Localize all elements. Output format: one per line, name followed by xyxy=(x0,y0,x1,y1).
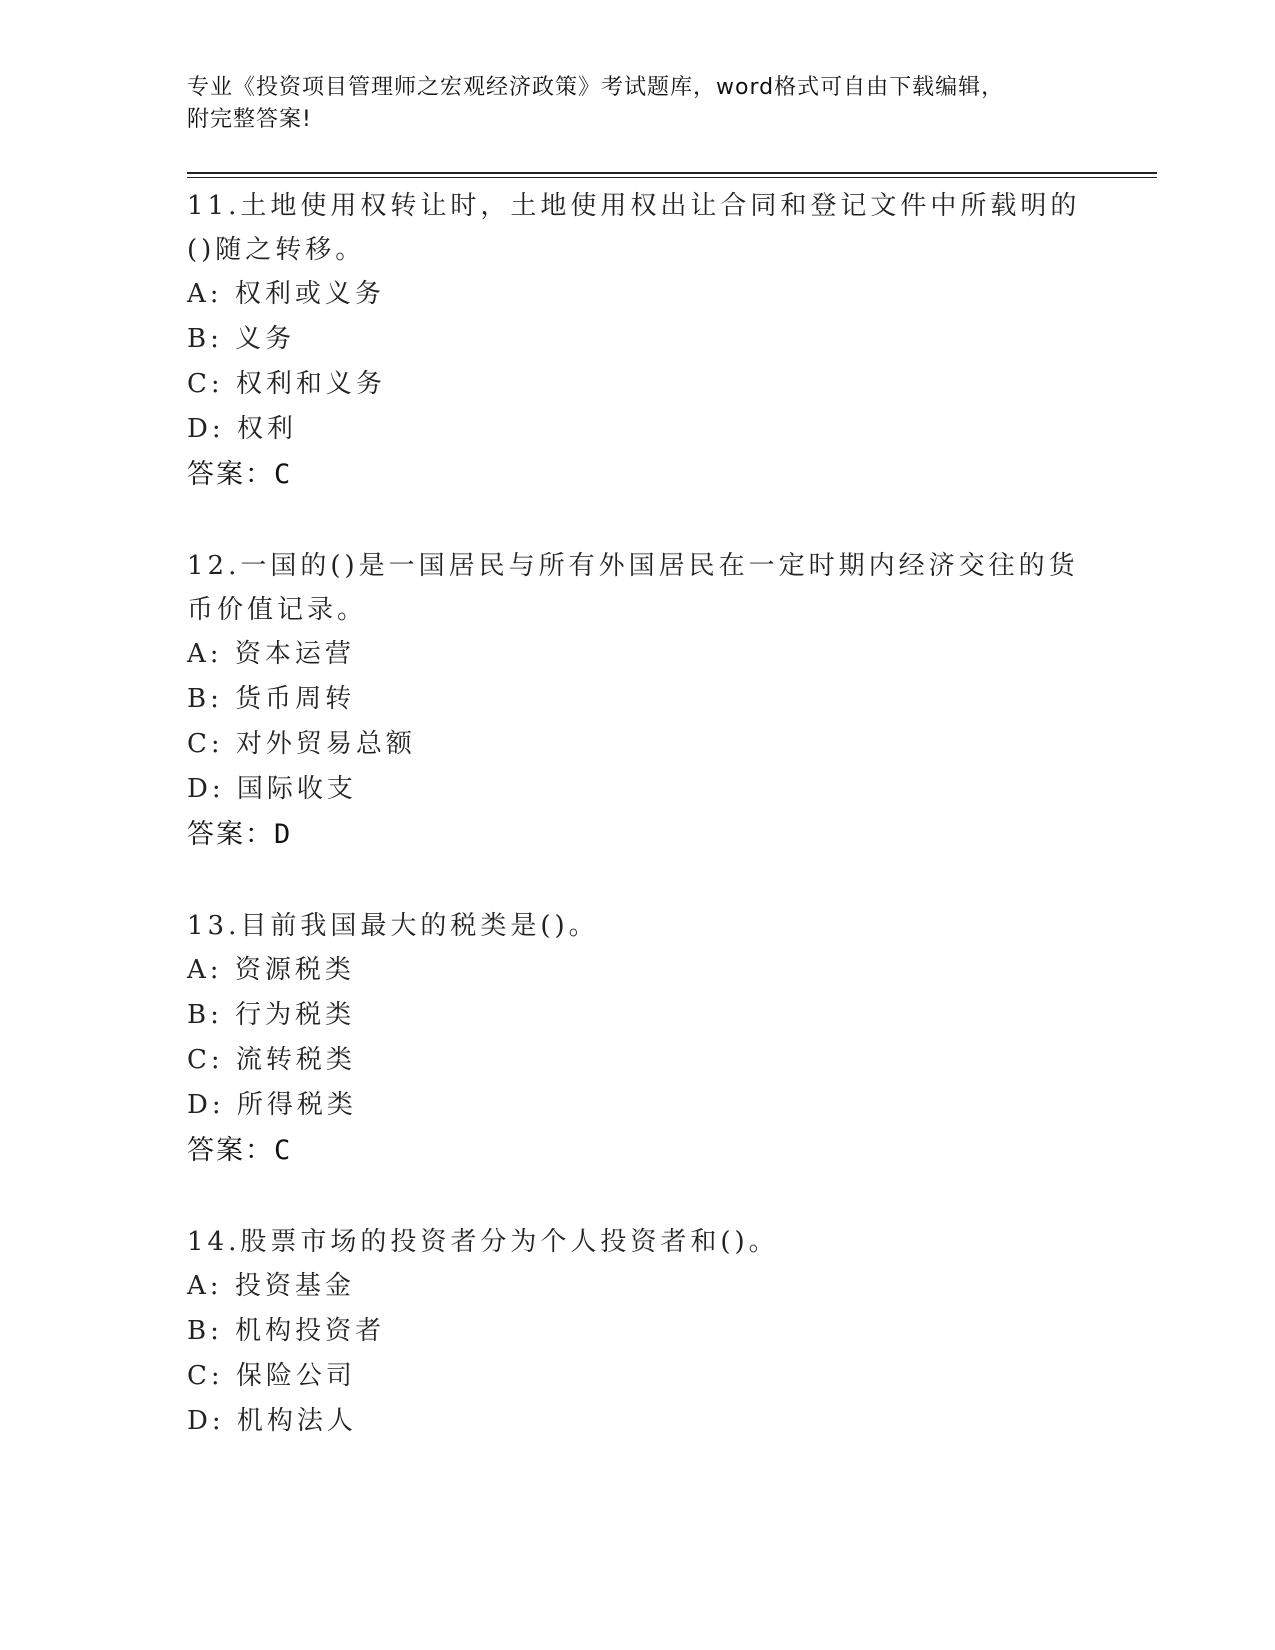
option-key: A: xyxy=(187,1271,223,1301)
option-c xyxy=(187,1038,1157,1083)
option-d xyxy=(187,1083,1157,1128)
option-text: 资源税类 xyxy=(234,955,355,985)
question-number: 12. xyxy=(187,551,241,581)
question-13 xyxy=(187,904,1157,1174)
answer-label: 答案： xyxy=(187,819,274,850)
answer-value: D xyxy=(274,819,293,850)
option-a xyxy=(187,632,1157,677)
option-key: D: xyxy=(187,1406,225,1436)
option-key: B: xyxy=(187,684,223,714)
option-key: A: xyxy=(187,279,223,309)
option-b xyxy=(187,1309,1157,1354)
option-text: 行为税类 xyxy=(235,1000,356,1030)
option-c xyxy=(187,362,1157,407)
option-key: C: xyxy=(187,369,224,399)
question-body: 土地使用权转让时，土地使用权出让合同和登记文件中所载明的()随之转移。 xyxy=(187,191,1081,265)
option-text: 国际收支 xyxy=(236,774,357,804)
option-text: 权利 xyxy=(236,414,297,444)
option-text: 权利和义务 xyxy=(235,369,386,399)
option-b xyxy=(187,677,1157,722)
option-key: B: xyxy=(187,324,223,354)
option-d xyxy=(187,1399,1157,1444)
header-divider xyxy=(187,172,1157,178)
option-text: 权利或义务 xyxy=(234,279,385,309)
option-b xyxy=(187,993,1157,1038)
answer-value: C xyxy=(274,459,293,490)
option-text: 对外贸易总额 xyxy=(235,729,416,759)
option-text: 保险公司 xyxy=(235,1361,356,1391)
option-key: B: xyxy=(187,1000,223,1030)
question-text xyxy=(187,184,1087,272)
answer-line xyxy=(187,1128,1157,1174)
question-text xyxy=(187,904,1087,948)
question-text xyxy=(187,1220,1087,1264)
option-key: C: xyxy=(187,729,224,759)
document-header xyxy=(187,72,1157,136)
option-key: D: xyxy=(187,1090,225,1120)
option-text: 机构法人 xyxy=(236,1406,357,1436)
question-text xyxy=(187,544,1087,632)
question-body: 一国的()是一国居民与所有外国居民在一定时期内经济交往的货币价值记录。 xyxy=(187,551,1079,625)
option-key: D: xyxy=(187,414,225,444)
document-page xyxy=(187,72,1157,1490)
option-d xyxy=(187,767,1157,812)
question-12 xyxy=(187,544,1157,858)
option-text: 投资基金 xyxy=(234,1271,355,1301)
answer-line xyxy=(187,452,1157,498)
option-key: A: xyxy=(187,955,223,985)
option-c xyxy=(187,722,1157,767)
option-text: 所得税类 xyxy=(236,1090,357,1120)
option-text: 货币周转 xyxy=(235,684,356,714)
answer-label: 答案： xyxy=(187,459,274,490)
option-text: 机构投资者 xyxy=(235,1316,386,1346)
question-body: 目前我国最大的税类是()。 xyxy=(240,911,599,941)
answer-label: 答案： xyxy=(187,1135,274,1166)
option-key: D: xyxy=(187,774,225,804)
question-14 xyxy=(187,1220,1157,1444)
question-body: 股票市场的投资者分为个人投资者和()。 xyxy=(240,1227,779,1257)
option-text: 资本运营 xyxy=(234,639,355,669)
divider-thick xyxy=(187,172,1157,174)
option-text: 义务 xyxy=(235,324,296,354)
option-text: 流转税类 xyxy=(235,1045,356,1075)
option-key: A: xyxy=(187,639,223,669)
option-c xyxy=(187,1354,1157,1399)
option-d xyxy=(187,407,1157,452)
option-key: C: xyxy=(187,1361,224,1391)
header-line-2: 附完整答案! xyxy=(187,107,312,132)
header-line-1: 专业《投资项目管理师之宏观经济政策》考试题库，word格式可自由下载编辑， xyxy=(187,75,1005,100)
answer-value: C xyxy=(274,1135,293,1166)
option-b xyxy=(187,317,1157,362)
question-number: 14. xyxy=(187,1227,241,1257)
question-number: 11. xyxy=(187,191,241,221)
option-a xyxy=(187,948,1157,993)
divider-thin xyxy=(187,177,1157,178)
question-11 xyxy=(187,184,1157,498)
answer-line xyxy=(187,812,1157,858)
option-key: C: xyxy=(187,1045,224,1075)
question-number: 13. xyxy=(187,911,241,941)
option-key: B: xyxy=(187,1316,223,1346)
option-a xyxy=(187,1264,1157,1309)
option-a xyxy=(187,272,1157,317)
